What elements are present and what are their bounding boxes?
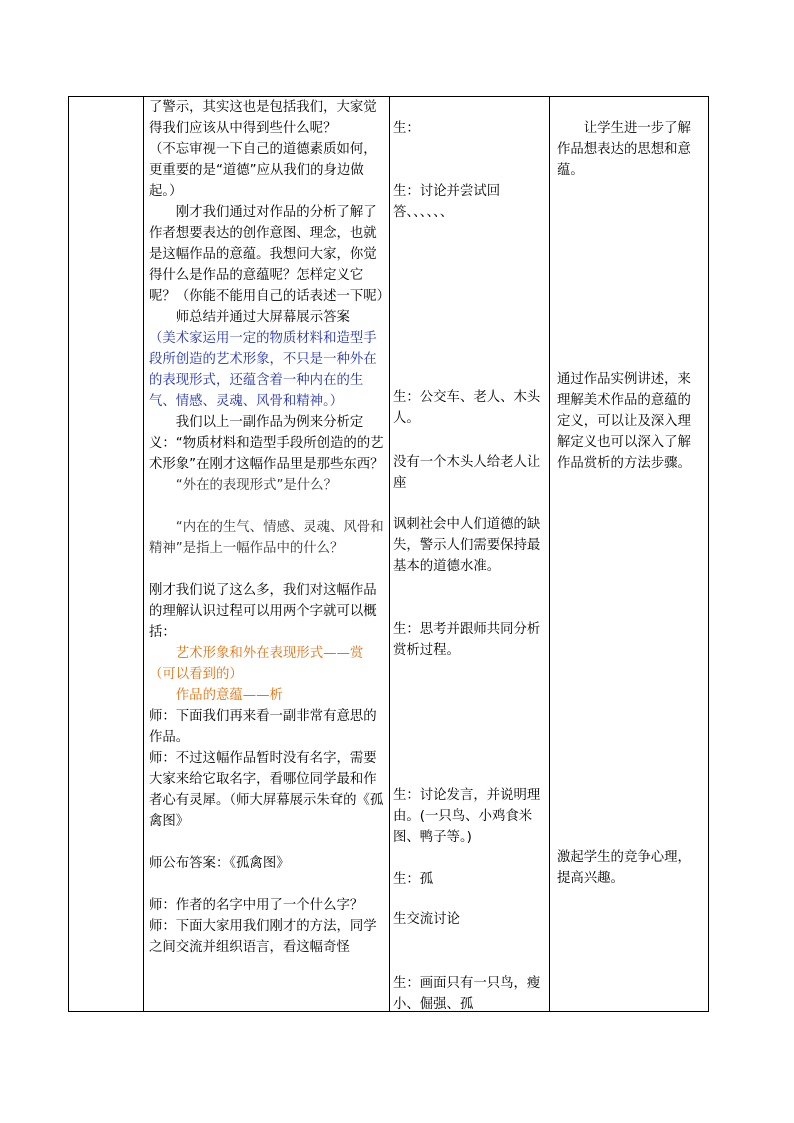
column-divider: [549, 97, 550, 1011]
process-text: 师总结并通过大屏幕展示答案: [175, 310, 350, 325]
process-text: （不忘审视一下自己的道德素质如何，更重要的是“道德”应从我们的身边做起。）: [149, 142, 377, 199]
process-text: 师：不过这幅作品暂时没有名字，需要大家来给它取名字，看哪位同学最和作者心有灵犀。（师大屏幕展示朱耷的《孤禽图》: [149, 751, 384, 829]
student-text: 生：画面只有一只鸟，瘦小、倔强、孤: [393, 976, 541, 1012]
process-text: “外在的表现形式”是什么？: [175, 478, 337, 493]
student-text: 生：讨论并尝试回答、、、、、、: [393, 184, 501, 220]
student-text: 生：孤: [393, 872, 434, 887]
process-text: 了警示，其实这也是包括我们，大家觉得我们应该从中得到些什么呢？: [149, 100, 377, 136]
summary-analyze: 作品的意蕴——析: [175, 688, 283, 703]
intent-text: 激起学生的竞争心理，提高兴趣。: [557, 850, 691, 886]
summary-appreciate: 艺术形象和外在表现形式——赏（可以看到的）: [149, 646, 364, 682]
process-text: 我们以上一副作品为例来分析定义：“物质材料和造型手段所创造的的艺术形象”在刚才这幅作品里是那些东西？: [149, 415, 384, 472]
column-divider: [143, 97, 144, 1011]
lesson-table: [68, 96, 709, 1012]
student-text: 生：讨论发言，并说明理由。(一只鸟、小鸡食米图、鸭子等。): [393, 788, 541, 845]
process-text: 刚才我们说了这么多，我们对这幅作品的理解认识过程可以用两个字就可以概括：: [149, 583, 377, 640]
student-text: 生：思考并跟师共同分析赏析过程。: [393, 622, 541, 658]
process-text: “内在的生气、情感、灵魂、风骨和精神”是指上一幅作品中的什么？: [149, 520, 384, 556]
student-text: 没有一个木头人给老人让座: [393, 455, 541, 491]
process-text: 刚才我们通过对作品的分析了解了作者想要表达的创作意图、理念，也就是这幅作品的意蕴。我想问大家，你觉得什么是作品的意蕴呢？怎样定义它呢？（你能不能用自己的话表述一下呢）: [149, 205, 391, 304]
student-text: 讽刺社会中人们道德的缺失，警示人们需要保持最基本的道德水准。: [393, 517, 541, 574]
process-text: 师：作者的名字中用了一个什么字？: [149, 898, 364, 913]
student-text: 生：公交车、老人、木头人。: [393, 390, 541, 426]
process-text: 师：下面大家用我们刚才的方法，同学之间交流并组织语言，看这幅奇怪: [149, 919, 377, 955]
student-text: 生交流讨论: [393, 912, 460, 927]
intent-text: 通过作品实例讲述，来理解美术作品的意蕴的定义，可以让及深入理解定义也可以深入了解作品赏析的方法步骤。: [557, 372, 691, 471]
student-text: 生：: [393, 121, 420, 136]
process-text: 师：下面我们再来看一副非常有意思的作品。: [149, 709, 377, 745]
column-divider: [389, 97, 390, 1011]
definition-answer: （美术家运用一定的物质材料和造型手段所创造的艺术形象，不只是一种外在的表现形式，还蕴含着一种内在的生气、情感、灵魂、风骨和精神。）: [149, 331, 377, 409]
intent-text: 让学生进一步了解作品想表达的思想和意蕴。: [557, 121, 691, 178]
teaching-process-column: [147, 97, 391, 958]
process-text: 师公布答案：《孤禽图》: [149, 856, 290, 871]
